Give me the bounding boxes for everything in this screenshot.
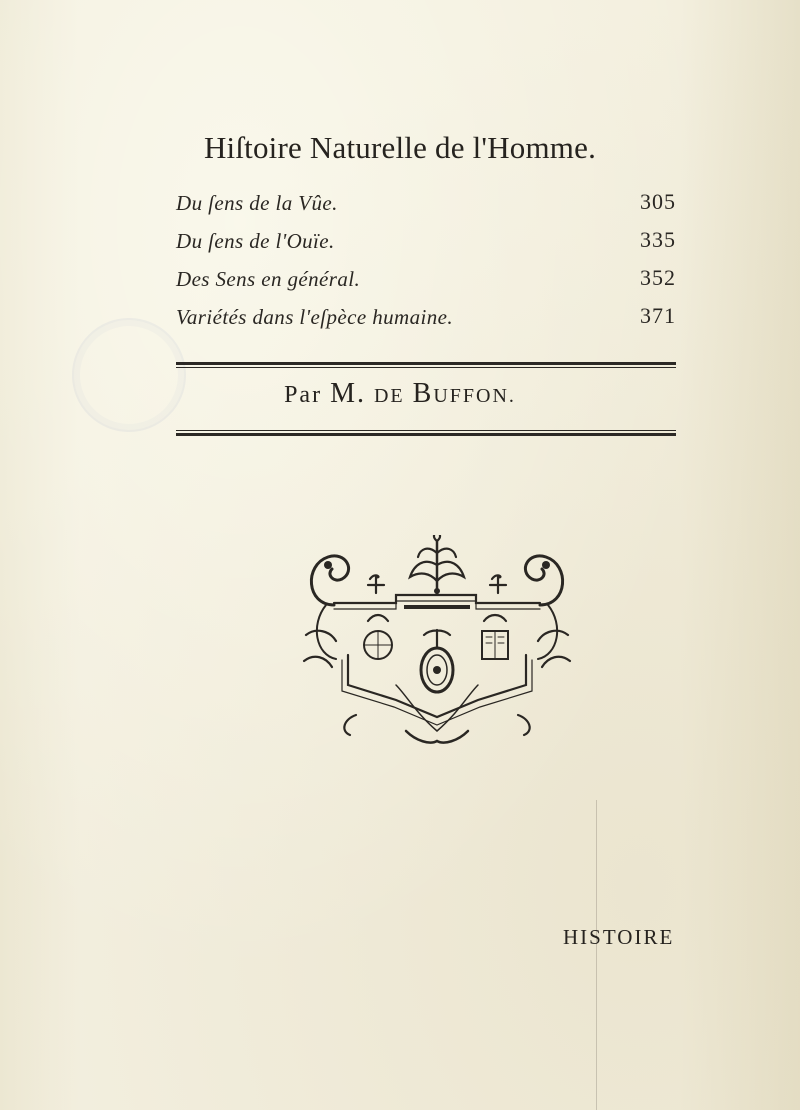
byline-m: M. (330, 378, 366, 409)
toc-entry (176, 185, 676, 223)
byline-rest: UFFON. (433, 385, 516, 407)
floral-fleuron-icon (296, 535, 578, 750)
paper-crease (596, 800, 597, 1110)
bottom-rule-thick (176, 433, 676, 436)
library-stamp-mark (72, 318, 186, 432)
toc-entry-page: 335 (640, 227, 676, 252)
author-byline (0, 378, 800, 410)
toc-entry-label: Variétés dans l'eſpèce humaine. (176, 305, 453, 329)
table-of-contents (176, 185, 676, 337)
page-title: Hiſtoire Naturelle de l'Homme. (203, 130, 597, 165)
toc-entry-label: Des Sens en général. (176, 267, 361, 291)
catchword: HISTOIRE (563, 925, 675, 949)
toc-entry (176, 223, 676, 261)
top-rule-thin (176, 367, 676, 368)
toc-entry (176, 299, 676, 337)
toc-entry-label: Du ſens de la Vûe. (176, 191, 338, 215)
bottom-rule-thin (176, 430, 676, 431)
toc-entry-label: Du ſens de l'Ouïe. (176, 229, 335, 253)
toc-entry (176, 261, 676, 299)
byline-prefix: Par (284, 382, 323, 408)
byline-initial: B (412, 378, 434, 409)
toc-entry-page: 352 (640, 265, 676, 290)
toc-entry-page: 305 (640, 189, 676, 214)
toc-entry-page: 371 (640, 303, 676, 328)
top-rule-thick (176, 362, 676, 365)
byline-de: DE (373, 385, 405, 407)
